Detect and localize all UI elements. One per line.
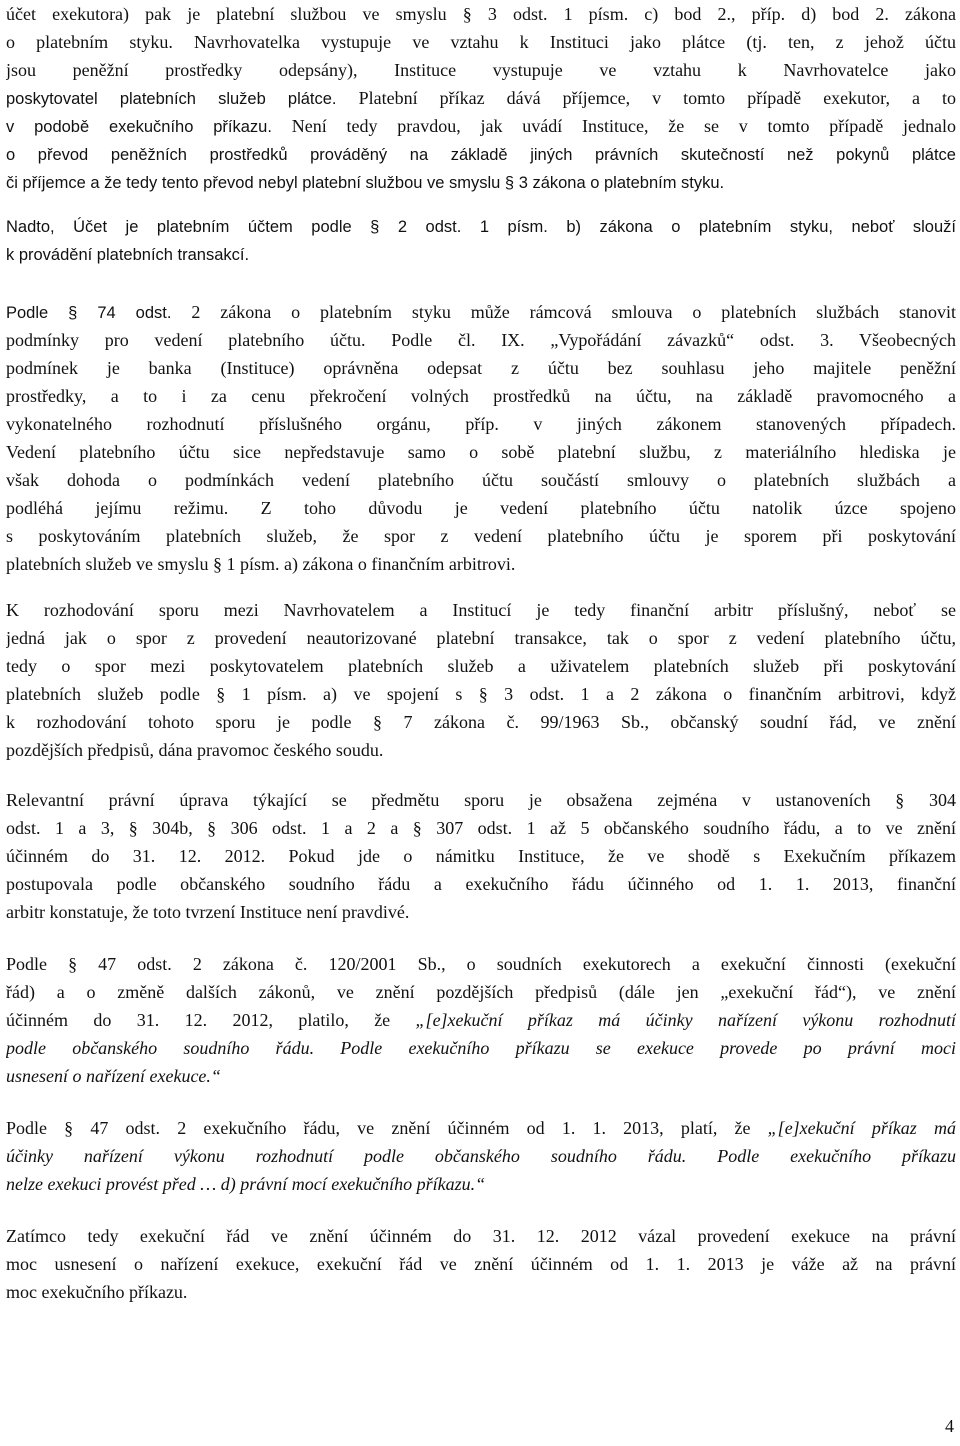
text-segment: k provádění platebních transakcí.	[6, 246, 250, 264]
text-line	[6, 680, 956, 708]
text-line	[6, 1170, 956, 1198]
text-line	[6, 212, 956, 240]
text-line	[6, 298, 956, 326]
text-line	[6, 382, 956, 410]
text-line	[6, 814, 956, 842]
text-line	[6, 240, 956, 268]
text-segment: odst. 1 a 3, § 304b, § 306 odst. 1 a 2 a § 307 odst. 1 až 5 občanského soudního řádu, a to ve znění	[6, 818, 956, 838]
text-segment: Relevantní právní úprava týkající se předmětu sporu je obsažena zejména v ustanoveních § 304	[6, 790, 956, 810]
text-segment: vykonatelného rozhodnutí příslušného orgánu, příp. v jiných zákonem stanovených případech.	[6, 414, 956, 434]
text-segment: moc exekučního příkazu.	[6, 1282, 188, 1302]
text-segment: k rozhodování tohoto sporu je podle § 7 zákona č. 99/1963 Sb., občanský soudní řád, ve znění	[6, 712, 956, 732]
text-segment: poskytovatel platebních služeb plátce.	[6, 90, 359, 108]
text-line	[6, 708, 956, 736]
text-segment: nelze exekuci provést před … d) právní mocí exekučního příkazu.“	[6, 1174, 486, 1194]
text-segment: Podle § 47 odst. 2 zákona č. 120/2001 Sb., o soudních exekutorech a exekuční činnosti (exekuční	[6, 954, 956, 974]
page-number: 4	[945, 1416, 954, 1436]
text-line	[6, 1006, 956, 1034]
text-segment: podmínky pro vedení platebního účtu. Podle čl. IX. „Vypořádání závazků“ odst. 3. Všeobecných	[6, 330, 956, 350]
text-line	[6, 898, 956, 926]
text-segment: platebních služeb podle § 1 písm. a) ve spojení s § 3 odst. 1 a 2 zákona o finančním arbitrovi, když	[6, 684, 956, 704]
text-line	[6, 652, 956, 680]
text-line	[6, 140, 956, 168]
text-segment: usnesení o nařízení exekuce.“	[6, 1066, 221, 1086]
text-segment: „[e]xekuční příkaz má účinky nařízení výkonu rozhodnutí	[415, 1010, 956, 1030]
text-segment: s poskytováním platebních služeb, že spor z vedení platebního účtu je sporem při poskytování	[6, 526, 956, 546]
text-segment: účinném do 31. 12. 2012, platilo, že	[6, 1010, 416, 1030]
text-line	[6, 1142, 956, 1170]
text-line	[6, 466, 956, 494]
text-segment: o platebním styku. Navrhovatelka vystupuje ve vztahu k Instituci jako plátce (tj. ten, z jehož účtu	[6, 32, 956, 52]
text-segment: Podle § 74 odst.	[6, 304, 192, 322]
text-segment: účinném do 31. 12. 2012. Pokud jde o námitku Instituce, že ve shodě s Exekučním příkazem	[6, 846, 956, 866]
text-segment: podle občanského soudního řádu. Podle exekučního příkazu se exekuce provede po právní moci	[6, 1038, 956, 1058]
text-line	[6, 978, 956, 1006]
text-line	[6, 842, 956, 870]
text-segment: účet exekutora) pak je platební službou ve smyslu § 3 odst. 1 písm. c) bod 2., příp. d) bod 2. zákona	[6, 4, 956, 24]
text-segment: postupovala podle občanského soudního řádu a exekučního řádu účinného od 1. 1. 2013, finanční	[6, 874, 956, 894]
text-line	[6, 596, 956, 624]
text-segment: Není tedy pravdou, jak uvádí Instituce, že se v tomto případě jednalo	[291, 116, 956, 136]
text-line	[6, 550, 956, 578]
text-segment: jsou peněžní prostředky odepsány), Instituce vystupuje ve vztahu k Navrhovatelce jako	[6, 60, 956, 80]
text-segment: tedy o spor mezi poskytovatelem platebních služeb a uživatelem platebních služeb při poskytování	[6, 656, 956, 676]
text-line	[6, 1062, 956, 1090]
text-segment: o převod peněžních prostředků prováděný na základě jiných právních skutečností než pokynů plátce	[6, 146, 956, 164]
text-segment: však dohoda o podmínkách vedení platebního účtu součástí smlouvy o platebních službách a	[6, 470, 956, 490]
text-line	[6, 1278, 956, 1306]
text-line	[6, 736, 956, 764]
text-segment: Podle § 47 odst. 2 exekučního řádu, ve znění účinném od 1. 1. 2013, platí, že	[6, 1118, 768, 1138]
text-segment: pozdějších předpisů, dána pravomoc českého soudu.	[6, 740, 384, 760]
text-segment: moc usnesení o nařízení exekuce, exekuční řád ve znění účinném od 1. 1. 2013 je váže až na právní	[6, 1254, 956, 1274]
text-line	[6, 1250, 956, 1278]
text-line	[6, 494, 956, 522]
text-segment: prostředky, a to i za cenu překročení volných prostředků na účtu, na základě pravomocného a	[6, 386, 956, 406]
text-segment: účinky nařízení výkonu rozhodnutí podle občanského soudního řádu. Podle exekučního příkazu	[6, 1146, 956, 1166]
text-line	[6, 326, 956, 354]
text-segment: Nadto, Účet je platebním účtem podle § 2 odst. 1 písm. b) zákona o platebním styku, neboť slouží	[6, 218, 956, 236]
text-line	[6, 870, 956, 898]
text-line	[6, 112, 956, 140]
text-line	[6, 950, 956, 978]
text-line	[6, 84, 956, 112]
text-line	[6, 1222, 956, 1250]
text-line	[6, 56, 956, 84]
text-line	[6, 354, 956, 382]
text-segment: 2 zákona o platebním styku může rámcová smlouva o platebních službách stanovit	[191, 302, 956, 322]
text-line	[6, 438, 956, 466]
text-segment: jedná jak o spor z provedení neautorizované platební transakce, tak o spor z vedení platebního účtu,	[6, 628, 956, 648]
text-segment: podmínek je banka (Instituce) oprávněna odepsat z účtu bez souhlasu jeho majitele peněžní	[6, 358, 956, 378]
text-segment: řád) a o změně dalších zákonů, ve znění pozdějších předpisů (dále jen „exekuční řád“), ve znění	[6, 982, 956, 1002]
text-line	[6, 168, 956, 196]
text-line	[6, 0, 956, 28]
text-segment: K rozhodování sporu mezi Navrhovatelem a Institucí je tedy finanční arbitr příslušný, neboť se	[6, 600, 956, 620]
text-segment: Vedení platebního účtu sice nepředstavuje samo o sobě platební službu, z materiálního hlediska je	[6, 442, 956, 462]
text-segment: „[e]xekuční příkaz má	[767, 1118, 956, 1138]
text-line	[6, 28, 956, 56]
text-line	[6, 624, 956, 652]
text-line	[6, 410, 956, 438]
text-line	[6, 1114, 956, 1142]
text-line	[6, 1034, 956, 1062]
text-line	[6, 522, 956, 550]
text-segment: platebních služeb ve smyslu § 1 písm. a) zákona o finančním arbitrovi.	[6, 554, 516, 574]
text-segment: Platební příkaz dává příjemce, v tomto případě exekutor, a to	[358, 88, 956, 108]
text-segment: Zatímco tedy exekuční řád ve znění účinném do 31. 12. 2012 vázal provedení exekuce na právní	[6, 1226, 956, 1246]
text-line	[6, 786, 956, 814]
text-segment: podléhá jejímu režimu. Z toho důvodu je vedení platebního účtu natolik úzce spojeno	[6, 498, 956, 518]
text-segment: či příjemce a že tedy tento převod nebyl platební službou ve smyslu § 3 zákona o platebním styku.	[6, 174, 725, 192]
text-segment: arbitr konstatuje, že toto tvrzení Instituce není pravdivé.	[6, 902, 410, 922]
text-segment: v podobě exekučního příkazu.	[6, 118, 292, 136]
